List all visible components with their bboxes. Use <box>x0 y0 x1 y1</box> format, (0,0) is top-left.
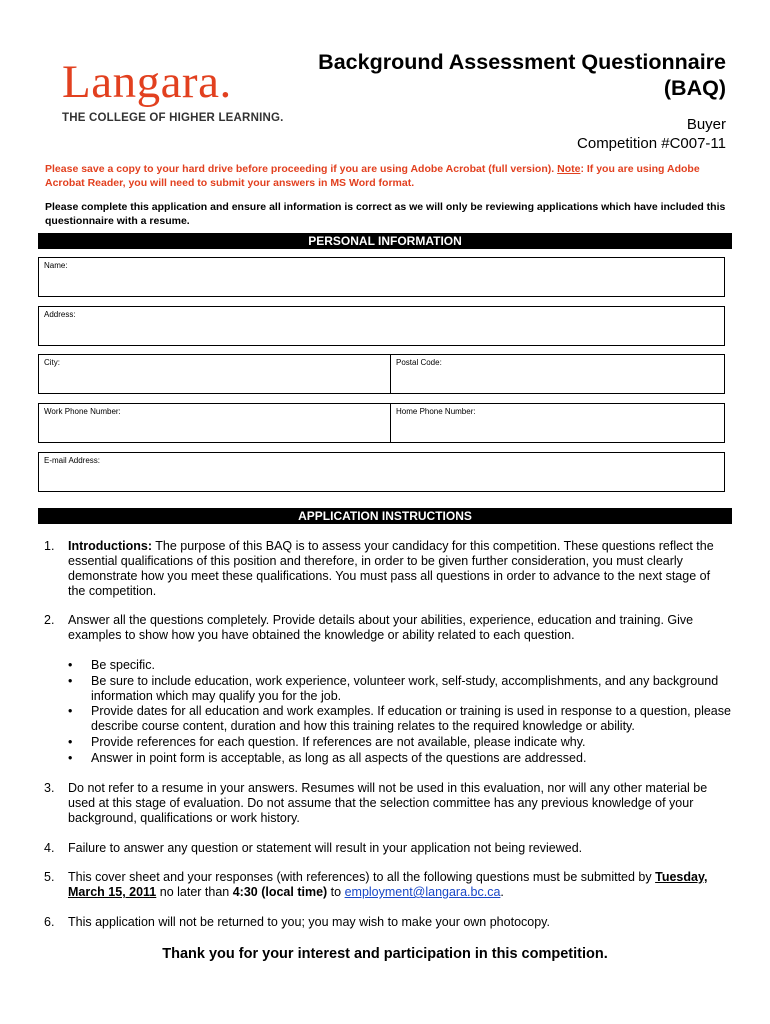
postal-code-label: Postal Code: <box>396 358 442 367</box>
instruction-2-text: Answer all the questions completely. Provide details about your abilities, experience, education and training. Give examples to show how you have obtained the knowledge or ability related to each question. <box>68 613 694 642</box>
instruction-5-text: This cover sheet and your responses (with references) to all the following questions must be submitted by <box>68 870 656 884</box>
address-label: Address: <box>44 310 76 319</box>
competition-number: Competition #C007-11 <box>577 135 726 152</box>
instruction-3-text: Do not refer to a resume in your answers. Resumes will not be used in this evaluation, nor will any other material be used at this stage of evaluation. Do not assume that the selection committee has any previous knowledge of your background, qualifications or work history. <box>68 781 708 825</box>
bullet-text: Be specific. <box>91 658 155 672</box>
logo-tagline: THE COLLEGE OF HIGHER LEARNING. <box>62 112 284 124</box>
position-title: Buyer <box>686 116 726 133</box>
bullet-icon: • <box>68 704 73 718</box>
save-notice-note-label: Note <box>557 163 581 175</box>
bullet-icon: • <box>68 735 73 749</box>
title-line-1: Background Assessment Questionnaire <box>318 50 726 74</box>
employment-email-link[interactable]: employment@langara.bc.ca <box>344 885 501 899</box>
instruction-number: 3. <box>44 781 55 795</box>
address-field[interactable] <box>38 306 725 346</box>
name-field[interactable] <box>38 257 725 297</box>
instruction-1-text: The purpose of this BAQ is to assess your candidacy for this competition. These questions reflect the essential qualifications of this position and therefore, in order to be given further consideration, you must clearly demonstrate how you meet these qualifications. You must pass all questions in order to advance to the next stage of the competition. <box>68 539 714 598</box>
thank-you-message: Thank you for your interest and participation in this competition. <box>162 946 608 962</box>
postal-code-field[interactable] <box>390 354 725 394</box>
bullet-icon: • <box>68 658 73 672</box>
personal-info-heading: PERSONAL INFORMATION <box>38 233 732 249</box>
home-phone-label: Home Phone Number: <box>396 407 476 416</box>
instruction-4-text: Failure to answer any question or statement will result in your application not being reviewed. <box>68 841 583 855</box>
deadline-date: Tuesday, March 15, 2011 <box>68 870 708 899</box>
work-phone-field[interactable] <box>38 403 391 443</box>
deadline-time: 4:30 (local time) <box>232 885 328 899</box>
instruction-number: 2. <box>44 613 55 627</box>
complete-notice: Please complete this application and ensure all information is correct as we will only be reviewing applications which have included this questionnaire with a resume. <box>45 201 726 227</box>
instruction-5-text: . <box>500 885 504 899</box>
bullet-text: Be sure to include education, work experience, volunteer work, self-study, accomplishments, and any background information which may qualify you for the job. <box>91 674 719 703</box>
instruction-1-label: Introductions: <box>68 539 153 553</box>
save-notice-part1: Please save a copy to your hard drive before proceeding if you are using Adobe Acrobat (full version). <box>45 163 558 175</box>
name-label: Name: <box>44 261 68 270</box>
work-phone-label: Work Phone Number: <box>44 407 121 416</box>
instruction-6-text: This application will not be returned to you; you may wish to make your own photocopy. <box>68 915 550 929</box>
instruction-number: 5. <box>44 870 55 884</box>
city-label: City: <box>44 358 60 367</box>
home-phone-field[interactable] <box>390 403 725 443</box>
bullet-text: Provide references for each question. If references are not available, please indicate why. <box>91 735 586 749</box>
bullet-icon: • <box>68 674 73 688</box>
langara-logo <box>62 56 284 124</box>
bullet-icon: • <box>68 751 73 765</box>
save-notice-part2: : If you are using Adobe Acrobat Reader, you will need to submit your answers in MS Word format. <box>45 163 700 189</box>
instruction-5-text: to <box>327 885 345 899</box>
logo-wordmark: Langara. <box>62 56 232 108</box>
competition-info <box>577 115 726 153</box>
instruction-5-text: no later than <box>156 885 233 899</box>
email-label: E-mail Address: <box>44 456 101 465</box>
instruction-number: 1. <box>44 539 55 553</box>
save-notice <box>45 162 735 190</box>
instructions-heading: APPLICATION INSTRUCTIONS <box>38 508 732 524</box>
email-field[interactable] <box>38 452 725 492</box>
city-field[interactable] <box>38 354 391 394</box>
bullet-text: Provide dates for all education and work examples. If education or training is used in response to a question, please describe course content, duration and how this training relates to the required knowledge or ability. <box>91 704 731 733</box>
instruction-number: 6. <box>44 915 55 929</box>
instruction-number: 4. <box>44 841 55 855</box>
title-line-2: (BAQ) <box>663 76 726 100</box>
page-title <box>318 49 726 101</box>
bullet-text: Answer in point form is acceptable, as long as all aspects of the questions are addressed. <box>91 751 587 765</box>
